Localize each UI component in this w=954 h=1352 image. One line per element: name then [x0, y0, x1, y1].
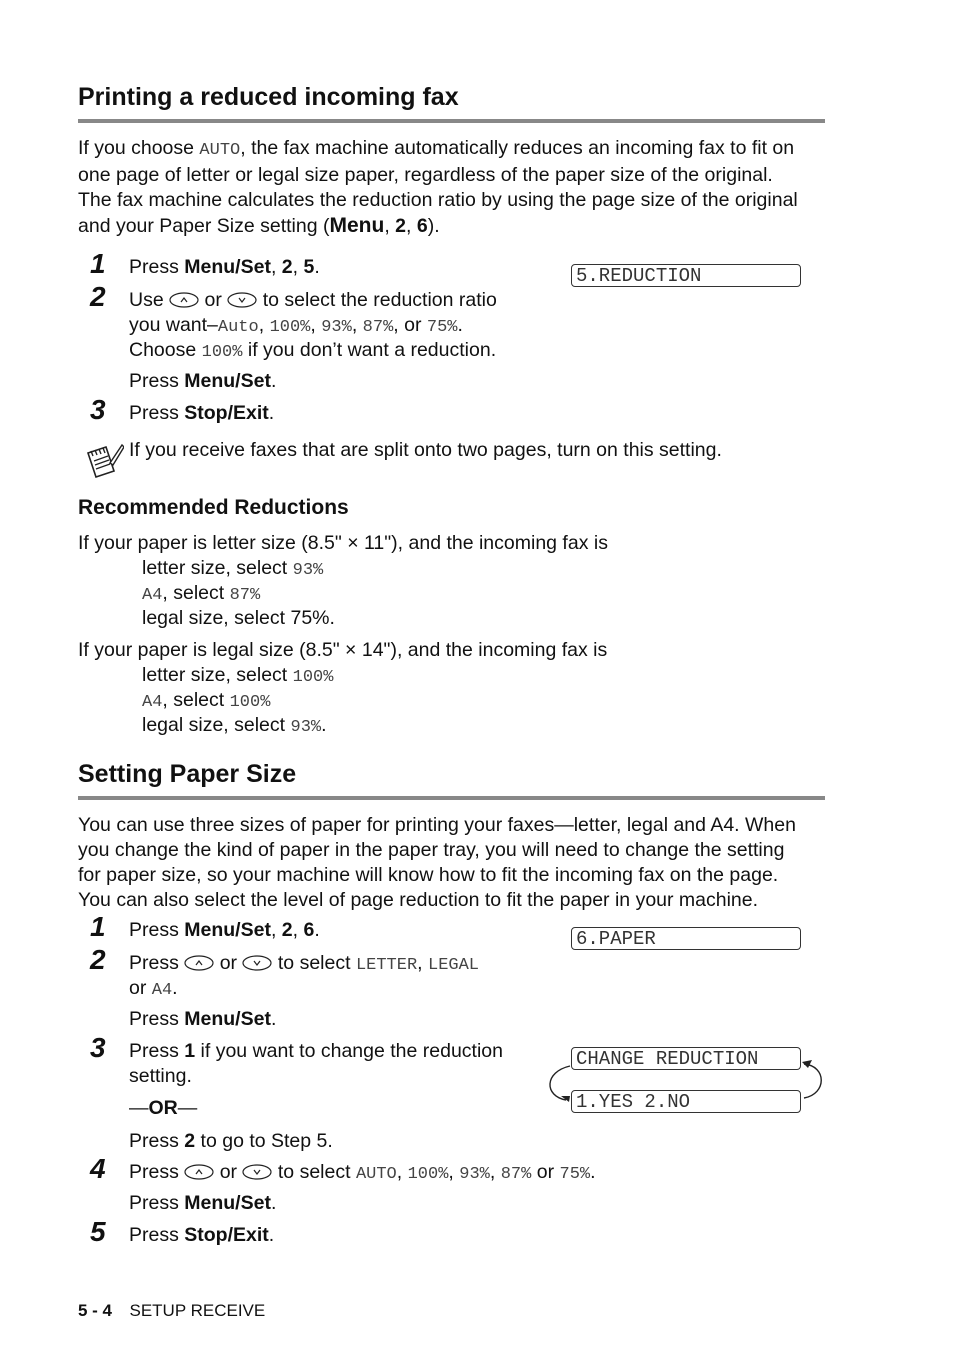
letter-paper-intro: If your paper is letter size (8.5" × 11"), and the incoming fax is [78, 532, 608, 554]
step-number: 2 [90, 281, 106, 312]
section-title-reduced-fax: Printing a reduced incoming fax [78, 83, 459, 111]
reduction-item: letter size, select 100% [142, 664, 334, 687]
page-footer [78, 1301, 265, 1321]
reduction-item: legal size, select 75%. [142, 607, 335, 629]
step-number: 1 [90, 248, 106, 279]
lcd-display-yes-no: 1.YES 2.NO [571, 1090, 801, 1113]
reduction-item: letter size, select 93% [142, 557, 324, 580]
or-separator: —OR— [129, 1097, 198, 1119]
step-text: Press Menu/Set. [129, 1192, 277, 1214]
reduced-fax-intro: If you choose AUTO, the fax machine automatically reduces an incoming fax to fit on one page of letter or legal size paper, regardless of the paper size of the original. The fax machine calculates the reduction ratio by using the page size of the original and your Paper Size setting (Menu, 2, 6). [78, 137, 798, 237]
lcd-display-paper: 6.PAPER [571, 927, 801, 950]
down-arrow-key-icon [242, 955, 272, 971]
note-text: If you receive faxes that are split onto two pages, turn on this setting. [129, 439, 722, 461]
up-arrow-key-icon [169, 292, 199, 308]
reduction-item: A4, select 87% [142, 582, 261, 605]
up-arrow-key-icon [184, 1164, 214, 1180]
step-text: Press Stop/Exit. [129, 402, 275, 424]
step-number: 3 [90, 1032, 106, 1063]
step-text: Press Menu/Set, 2, 6. [129, 919, 320, 941]
section-rule [78, 796, 825, 800]
step-text: Press Stop/Exit. [129, 1224, 275, 1246]
note-pad-icon [84, 441, 124, 481]
down-arrow-key-icon [242, 1164, 272, 1180]
step-number: 5 [90, 1216, 106, 1247]
cycle-arrows-icon [542, 1054, 832, 1114]
step-text: Press 2 to go to Step 5. [129, 1130, 333, 1152]
section-title-paper-size: Setting Paper Size [78, 760, 297, 788]
down-arrow-key-icon [227, 292, 257, 308]
step-text: Press or to select LETTER, LEGAL [129, 952, 480, 975]
step-text: Press Menu/Set. [129, 370, 277, 392]
step-text: you want–Auto, 100%, 93%, 87%, or 75%. [129, 314, 463, 337]
reduction-item: A4, select 100% [142, 689, 271, 712]
step-text: setting. [129, 1065, 192, 1087]
recommended-reductions-heading: Recommended Reductions [78, 496, 349, 519]
lcd-display-reduction: 5.REDUCTION [571, 264, 801, 287]
step-text: Press or to select AUTO, 100%, 93%, 87% or 75%. [129, 1161, 596, 1184]
step-number: 2 [90, 944, 106, 975]
step-text: Press 1 if you want to change the reduction [129, 1040, 503, 1062]
step-text: Press Menu/Set. [129, 1008, 277, 1030]
page-number: 5 - 4 [78, 1301, 113, 1320]
up-arrow-key-icon [184, 955, 214, 971]
legal-paper-intro: If your paper is legal size (8.5" × 14"), and the incoming fax is [78, 639, 608, 661]
step-number: 1 [90, 911, 106, 942]
step-number: 4 [90, 1153, 106, 1184]
footer-section-name: SETUP RECEIVE [129, 1301, 266, 1320]
step-text: Use or to select the reduction ratio [129, 289, 497, 311]
lcd-display-change-reduction: CHANGE REDUCTION [571, 1047, 801, 1070]
paper-size-intro: You can use three sizes of paper for printing your faxes—letter, legal and A4. When you change the kind of paper in the paper tray, you will need to change the setting for paper size, so your machine will know how to fit the incoming fax on the page. You can also select the level of page reduction to fit the paper in your machine. [78, 814, 796, 911]
reduction-item: legal size, select 93%. [142, 714, 327, 737]
step-number: 3 [90, 394, 106, 425]
section-rule [78, 119, 825, 123]
step-text: Press Menu/Set, 2, 5. [129, 256, 320, 278]
step-text: or A4. [129, 977, 178, 1000]
step-text: Choose 100% if you don’t want a reduction. [129, 339, 497, 362]
